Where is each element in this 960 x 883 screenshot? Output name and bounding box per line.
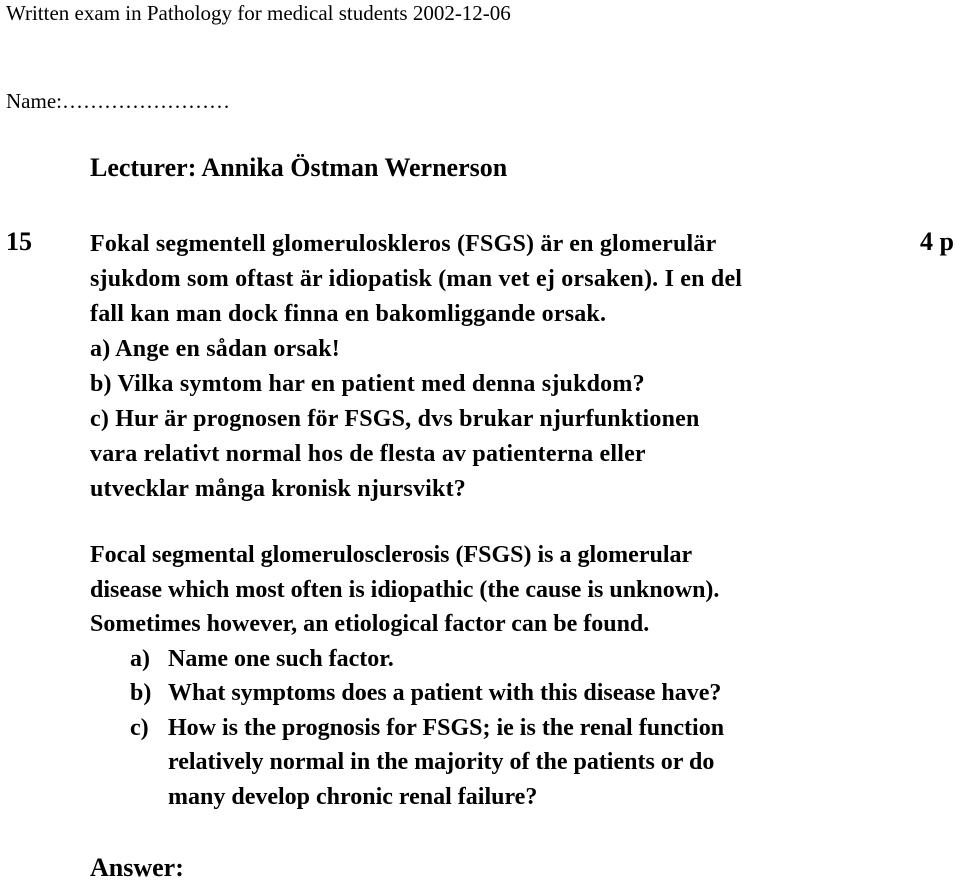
english-intro-line: disease which most often is idiopathic (the cause is unknown).	[90, 576, 720, 603]
swedish-line: b) Vilka symtom har en patient med denna sjukdom?	[90, 371, 645, 397]
question-points: 4 p	[920, 227, 954, 256]
swedish-line: sjukdom som oftast är idiopatisk (man vet ej orsaken). I en del	[90, 266, 743, 292]
english-intro-line: Focal segmental glomerulosclerosis (FSGS) is a glomerular	[90, 542, 693, 568]
swedish-line: vara relativt normal hos de flesta av patienterna eller	[90, 441, 646, 467]
subquestion-text: What symptoms does a patient with this disease have?	[168, 680, 722, 706]
answer-label: Answer:	[90, 853, 184, 882]
subquestion-text: How is the prognosis for FSGS; ie is the renal function	[168, 714, 725, 741]
swedish-line: Fokal segmentell glomeruloskleros (FSGS) är en glomerulär	[90, 231, 717, 257]
question-text-english	[90, 538, 724, 814]
english-intro-line: Sometimes however, an etiological factor can be found.	[90, 611, 650, 637]
subquestion-label: b)	[130, 680, 152, 706]
lecturer-line: Lecturer: Annika Östman Wernerson	[90, 153, 508, 182]
subquestion-text: Name one such factor.	[168, 645, 394, 672]
english-subquestion-a	[90, 642, 724, 677]
subquestion-continuation: many develop chronic renal failure?	[168, 783, 538, 810]
swedish-line: a) Ange en sådan orsak!	[90, 336, 340, 362]
exam-title: Written exam in Pathology for medical students 2002-12-06	[6, 1, 511, 25]
subquestion-continuation: relatively normal in the majority of the patients or do	[168, 749, 715, 775]
swedish-line: utvecklar många kronisk njursvikt?	[90, 476, 466, 502]
english-subquestion-c	[90, 711, 724, 746]
swedish-line: fall kan man dock finna en bakomliggande orsak.	[90, 301, 607, 327]
english-subquestion-b	[90, 676, 724, 711]
question-text-swedish	[90, 227, 742, 507]
subquestion-label: c)	[130, 714, 149, 741]
name-field-label: Name:……………………	[6, 89, 230, 113]
question-number: 15	[6, 227, 32, 256]
swedish-line: c) Hur är prognosen för FSGS, dvs brukar njurfunktionen	[90, 406, 700, 432]
subquestion-label: a)	[130, 645, 150, 672]
